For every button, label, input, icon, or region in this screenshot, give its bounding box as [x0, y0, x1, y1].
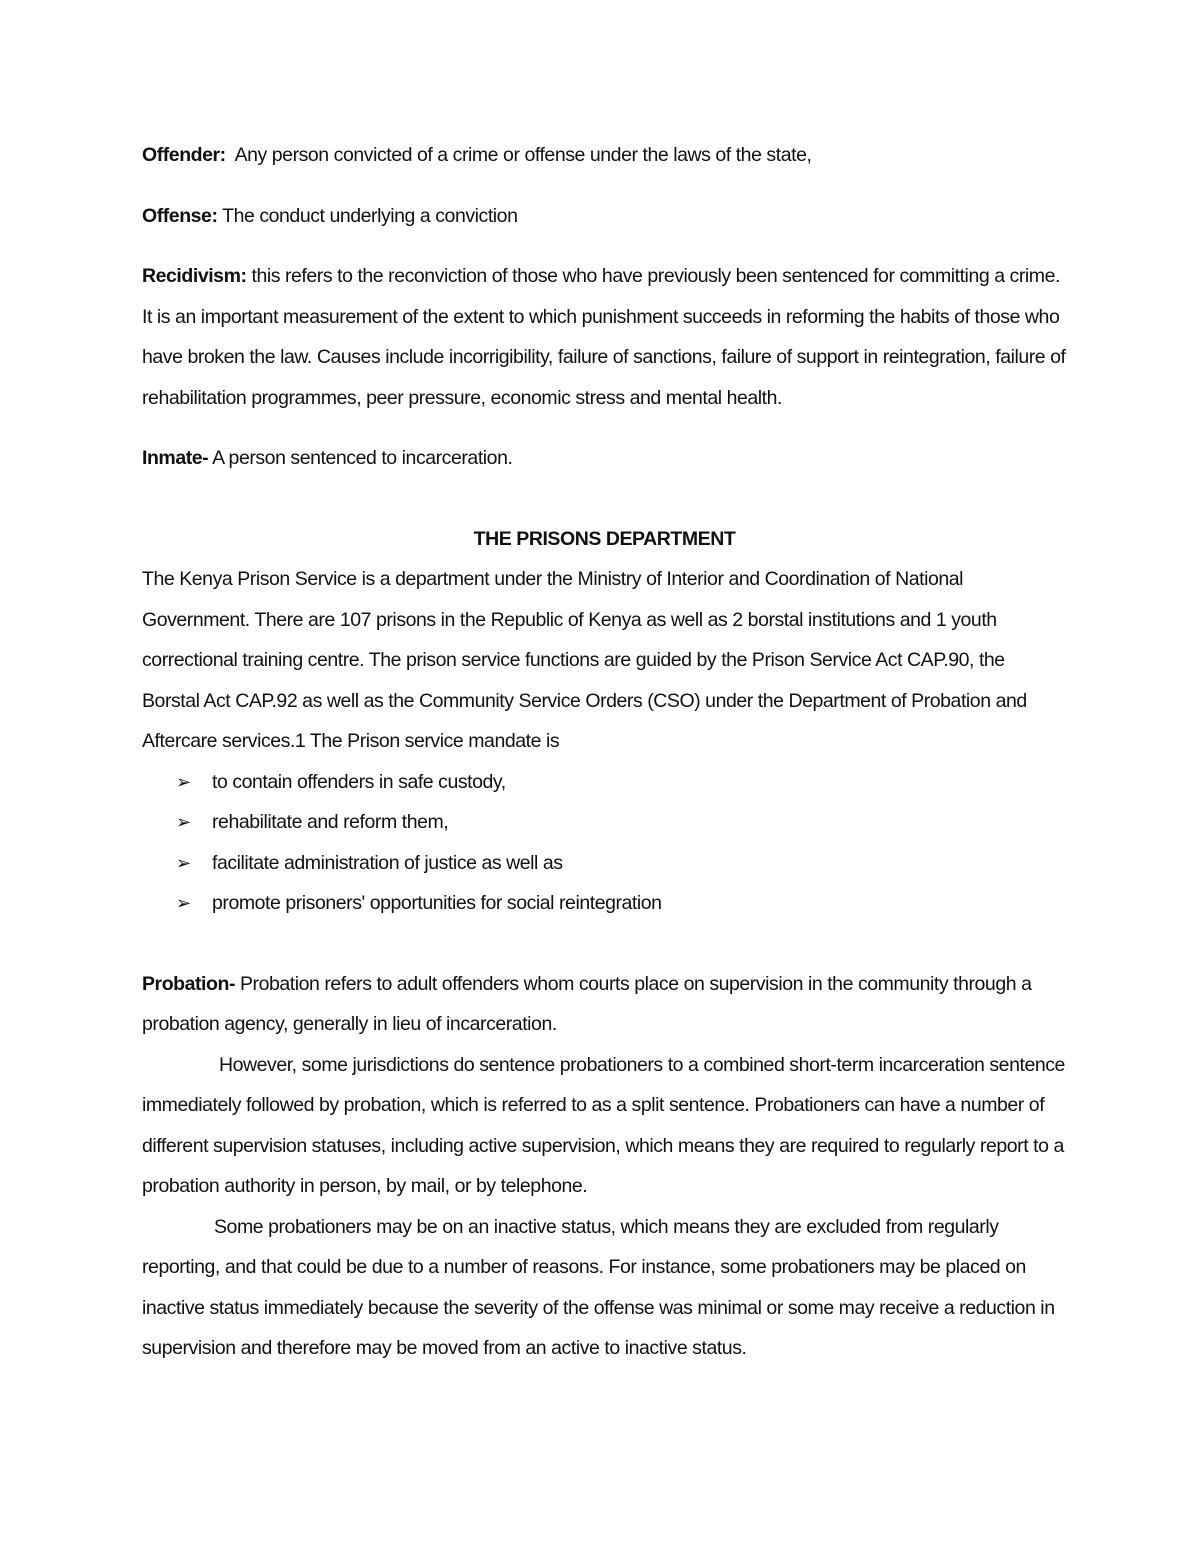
arrow-bullet-icon: ➢ [176, 771, 191, 792]
definition-text: A person sentenced to incarceration. [208, 447, 513, 469]
definition-inmate [142, 438, 1067, 479]
definition-term: Recidivism: [142, 265, 247, 287]
definition-term: Inmate- [142, 447, 209, 469]
arrow-bullet-icon: ➢ [176, 893, 191, 913]
mandate-list [142, 762, 1067, 924]
definition-recidivism [142, 256, 1067, 418]
definition-term: Offender: [142, 144, 226, 166]
arrow-bullet-icon: ➢ [176, 812, 191, 832]
arrow-bullet-icon: ➢ [176, 852, 191, 873]
definition-offender [142, 135, 1067, 176]
definition-text: Any person convicted of a crime or offense under the laws of the state, [225, 144, 812, 166]
probation-paragraph-inactive-status: Some probationers may be on an inactive status, which means they are excluded from regularly reporting, and that could be due to a number of reasons. For instance, some probationers may be placed on inactive status immediately because the severity of the offense was minimal or some may receive a reduction in supervision and therefore may be moved from an active to inactive status. [142, 1215, 1055, 1359]
definition-text: this refers to the reconviction of those who have previously been sentenced for committing a crime. It is an important measurement of the extent to which punishment succeeds in reforming the habits of those who have broken the law. Causes include incorrigibility, failure of sanctions, failure of support in reintegration, failure of rehabilitation programmes, peer pressure, economic stress and mental health. [142, 265, 1066, 409]
probation-paragraph-split-sentence: However, some jurisdictions do sentence probationers to a combined short-term incarceration sentence immediately followed by probation, which is referred to as a split sentence. Probationers can have a number of different supervision statuses, including active supervision, which means they are required to regularly report to a probation authority in person, by mail, or by telephone. [142, 1053, 1070, 1197]
list-item-text: rehabilitate and reform them, [212, 811, 449, 833]
list-item [142, 883, 1067, 924]
definition-probation [142, 964, 1067, 1045]
definition-offense [142, 196, 1067, 237]
document-page [142, 135, 1070, 1369]
list-item [142, 843, 1067, 884]
prisons-body-paragraph: The Kenya Prison Service is a department under the Ministry of Interior and Coordination of National Government. There are 107 prisons in the Republic of Kenya as well as 2 borstal institutions and 1 youth correctional training centre. The prison service functions are guided by the Prison Service Act CAP.90, the Borstal Act CAP.92 as well as the Community Service Orders (CSO) under the Department of Probation and Aftercare services.1 The Prison service mandate is [142, 568, 1027, 752]
list-item-text: facilitate administration of justice as well as [212, 851, 563, 874]
list-item [142, 762, 1067, 803]
section-heading-prisons: THE PRISONS DEPARTMENT [473, 527, 736, 550]
definition-term: Probation- [142, 972, 235, 995]
list-item [142, 802, 1067, 843]
definition-term: Offense: [142, 204, 218, 227]
definition-text: Probation refers to adult offenders whom courts place on supervision in the community through a probation agency, generally in lieu of incarceration. [142, 972, 1032, 1035]
list-item-text: to contain offenders in safe custody, [212, 770, 506, 793]
definition-text: The conduct underlying a conviction [217, 204, 518, 227]
list-item-text: promote prisoners' opportunities for social reintegration [212, 892, 662, 914]
